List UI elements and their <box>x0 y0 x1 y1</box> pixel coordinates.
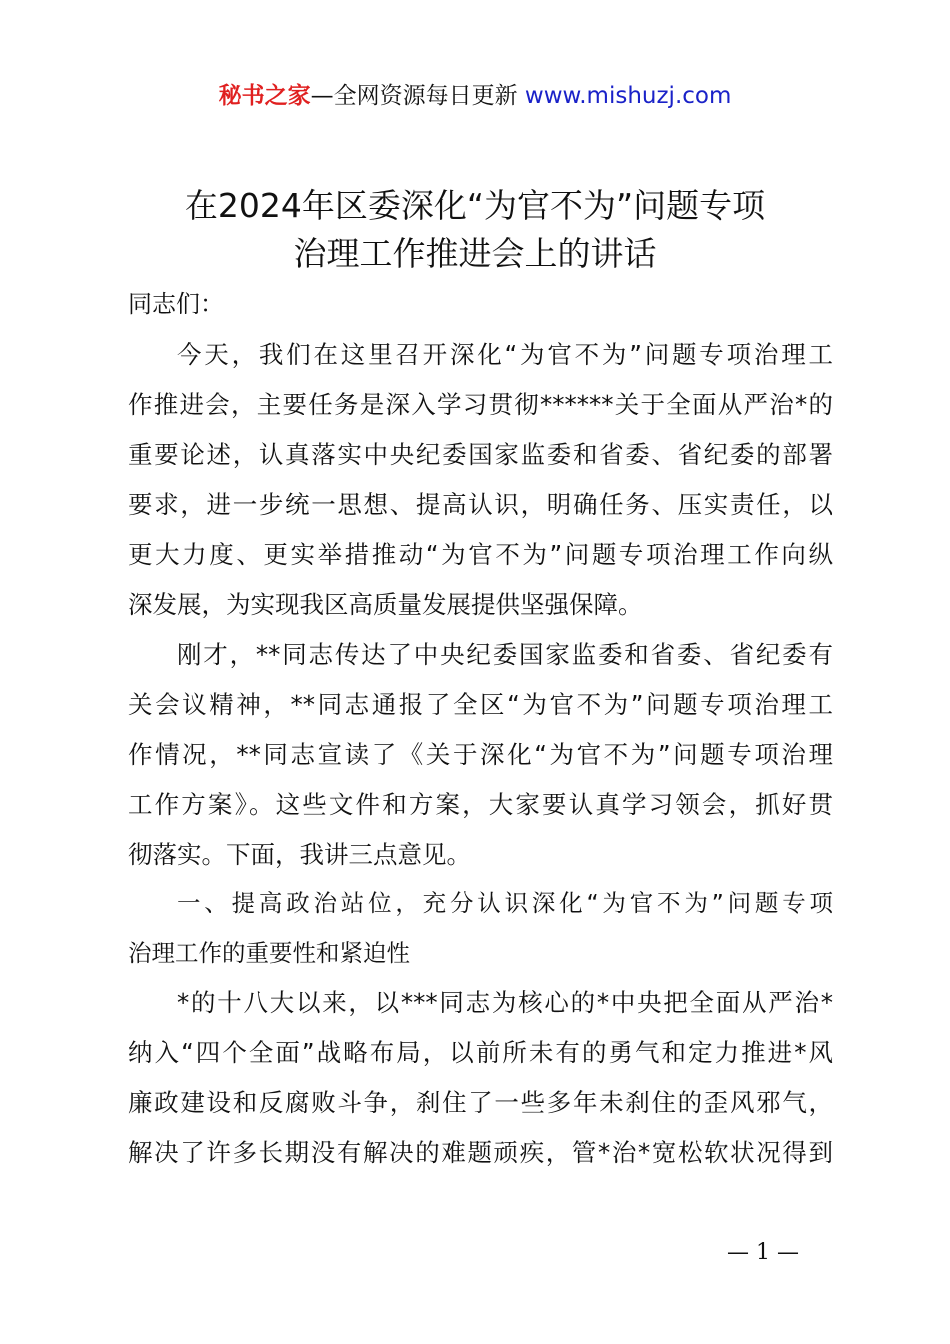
title-line-2: 治理工作推进会上的讲话 <box>293 234 657 273</box>
paragraph-line: 要求，进一步统一思想、提高认识，明确任务、压实责任，以 <box>128 490 833 519</box>
paragraph-line: 今天，我们在这里召开深化“为官不为”问题专项治理工 <box>177 340 833 369</box>
paragraph-line: 工作方案》。这些文件和方案，大家要认真学习领会，抓好贯 <box>128 790 833 819</box>
paragraph-line: 作情况，**同志宣读了《关于深化“为官不为”问题专项治理 <box>128 740 833 769</box>
paragraph-line: 廉政建设和反腐败斗争，刹住了一些多年未刹住的歪风邪气， <box>128 1088 833 1117</box>
section-heading-1 <box>128 878 833 978</box>
document-title <box>0 182 950 278</box>
paragraph-1 <box>128 330 833 630</box>
paragraph-line: 彻落实。下面，我讲三点意见。 <box>128 840 471 869</box>
paragraph-line: 刚才，**同志传达了中央纪委国家监委和省委、省纪委有 <box>177 640 833 669</box>
paragraph-line: 更大力度、更实举措推动“为官不为”问题专项治理工作向纵 <box>128 540 833 569</box>
paragraph-line: 重要论述，认真落实中央纪委国家监委和省委、省纪委的部署 <box>128 440 833 469</box>
title-line-1: 在2024年区委深化“为官不为”问题专项 <box>184 186 766 225</box>
paragraph-line: 深发展，为实现我区高质量发展提供坚强保障。 <box>128 590 643 619</box>
banner-url-link[interactable]: www.mishuzj.com <box>524 83 732 109</box>
paragraph-line: *的十八大以来，以***同志为核心的*中央把全面从严治* <box>177 988 833 1017</box>
paragraph-line: 作推进会，主要任务是深入学习贯彻******关于全面从严治*的 <box>128 390 833 419</box>
banner-tagline: —全网资源每日更新 <box>310 83 518 109</box>
paragraph-2 <box>128 630 833 880</box>
banner-brand: 秘书之家 <box>218 83 311 109</box>
site-banner <box>0 80 950 112</box>
salutation: 同志们： <box>128 290 224 318</box>
page-number: — 1 — <box>727 1240 799 1265</box>
paragraph-3 <box>128 978 833 1178</box>
paragraph-line: 解决了许多长期没有解决的难题顽疾，管*治*宽松软状况得到 <box>128 1138 833 1167</box>
paragraph-line: 纳入“四个全面”战略布局，以前所未有的勇气和定力推进*风 <box>128 1038 833 1067</box>
heading-line: 治理工作的重要性和紧迫性 <box>128 939 410 967</box>
heading-line: 一、提高政治站位，充分认识深化“为官不为”问题专项 <box>177 889 833 917</box>
paragraph-line: 关会议精神，**同志通报了全区“为官不为”问题专项治理工 <box>128 690 833 719</box>
